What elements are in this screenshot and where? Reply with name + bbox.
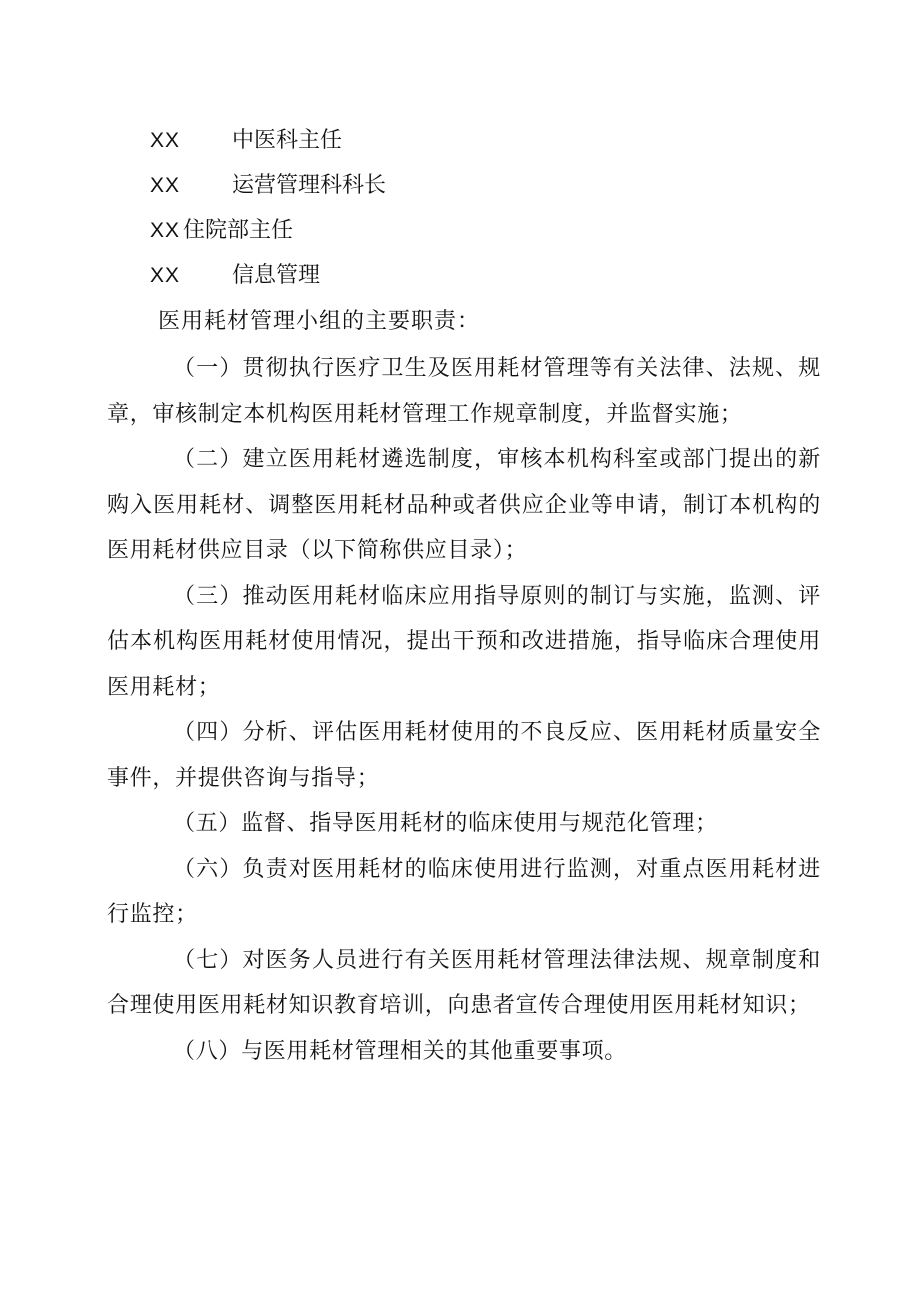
- duty-item-4: （四）分析、评估医用耗材使用的不良反应、医用耗材质量安全事件，并提供咨询与指导；: [107, 720, 821, 791]
- member-name: XX: [150, 174, 181, 197]
- member-role: 住院部主任: [183, 218, 294, 243]
- member-role: 运营管理科科长: [232, 173, 387, 198]
- duties-heading: 医用耗材管理小组的主要职责：: [158, 309, 481, 334]
- duty-item-8: （八）与医用耗材管理相关的其他重要事项。: [173, 1038, 628, 1064]
- member-name: XX: [150, 129, 181, 152]
- member-role: 中医科主任: [232, 128, 343, 153]
- member-name: XX: [150, 264, 181, 287]
- member-line-4: [150, 261, 321, 291]
- duty-item-1: （一）贯彻执行医疗卫生及医用耗材管理等有关法律、法规、规章，审核制定本机构医用耗材管理工作规章制度，并监督实施；: [107, 356, 821, 427]
- duty-item-3: （三）推动医用耗材临床应用指导原则的制订与实施，监测、评估本机构医用耗材使用情况，提出干预和改进措施，指导临床合理使用医用耗材；: [107, 583, 821, 700]
- member-name: XX: [150, 219, 181, 242]
- duties-list: [107, 346, 821, 1074]
- member-line-2: [150, 171, 387, 201]
- duty-item-6: （六）负责对医用耗材的临床使用进行监测，对重点医用耗材进行监控；: [107, 856, 821, 927]
- duty-item-7: （七）对医务人员进行有关医用耗材管理法律法规、规章制度和合理使用医用耗材知识教育培训，向患者宣传合理使用医用耗材知识；: [107, 947, 821, 1018]
- duty-item-2: （二）建立医用耗材遴选制度，审核本机构科室或部门提出的新购入医用耗材、调整医用耗材品种或者供应企业等申请，制订本机构的医用耗材供应目录（以下简称供应目录）；: [107, 447, 821, 563]
- member-line-1: [150, 126, 343, 156]
- member-role: 信息管理: [232, 263, 321, 288]
- duty-item-5: （五）监督、指导医用耗材的临床使用与规范化管理；: [173, 811, 718, 836]
- member-line-3: [150, 216, 293, 246]
